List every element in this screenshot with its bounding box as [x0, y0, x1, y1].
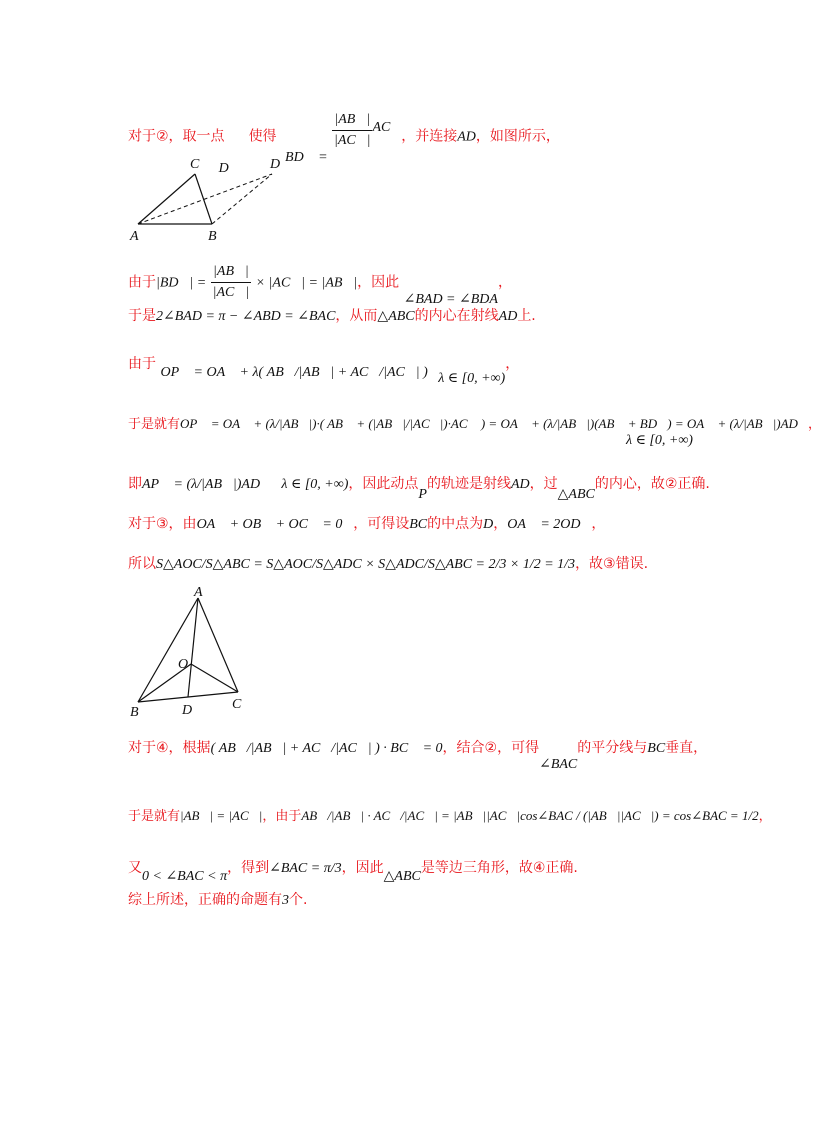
l7-pre: 对于③，由: [128, 516, 197, 532]
fig2-label-a: A: [194, 585, 203, 600]
l8-math: S△AOC/S△ABC = S△AOC/S△ADC × S△ADC/S△ABC = 2/3 × 1/2 = 1/3: [156, 557, 576, 572]
l10-post: ，: [758, 809, 772, 824]
l2-pre: 由于: [128, 274, 156, 291]
text-line-3: [128, 306, 536, 327]
l2-frac: $\frac{|AB⃗|}{|AC⃗|}$: [212, 264, 250, 300]
l9-math: ( AB⃗/|AB⃗| + AC⃗/|AC⃗| ) · BC⃗ = 0: [210, 741, 443, 756]
l9-angle: ∠BAC: [539, 757, 578, 772]
l3-ad: AD: [498, 309, 518, 324]
l11-mid: ，得到: [227, 860, 270, 876]
l3-math: 2∠BAD = π − ∠ABD = ∠BAC: [156, 309, 336, 324]
l3-pre: 于是: [128, 308, 156, 324]
l2-lhs: |BD⃗| =: [156, 275, 207, 291]
l6-p: P: [418, 487, 427, 502]
l3-mid: ，从而: [335, 308, 378, 324]
l6-math: AP⃗ = (λ/|AB⃗|)AD⃗: [142, 477, 271, 492]
text-line-4: [128, 354, 520, 386]
l5-pre: 于是就有: [128, 417, 181, 432]
l11-mid2: ，因此: [341, 860, 384, 876]
l6-mid: ，因此动点: [348, 476, 419, 492]
l9-pre: 对于④，根据: [128, 740, 211, 756]
l4-range: λ ∈ [0, +∞): [438, 371, 506, 386]
l9-mid: ，结合②，可得: [442, 740, 540, 756]
l6-tri: △ABC: [557, 487, 595, 502]
text-line-2: [128, 262, 512, 307]
l11-tri: △ABC: [383, 869, 421, 884]
l1-vec: AC⃗: [372, 119, 402, 135]
fig1-label-c: C: [190, 157, 200, 172]
l12-post: 个.: [289, 892, 308, 908]
l9-post: 垂直，: [665, 740, 708, 756]
l5-range: λ ∈ [0, +∞): [626, 433, 693, 448]
l9-mid2: 的平分线与: [577, 740, 648, 756]
l1-mid: 使得: [248, 128, 277, 145]
fig1-label-d: D: [270, 157, 281, 172]
l11-post: 是等边三角形，故④正确.: [420, 860, 578, 876]
l2-post: ，: [497, 274, 512, 291]
l7-d: D: [483, 517, 494, 532]
l10-pre: 于是就有: [128, 809, 181, 824]
l7-bc: BC: [409, 517, 428, 532]
fig2-label-o: O: [178, 657, 189, 672]
l1-lhs: BD⃗ =: [285, 149, 328, 165]
l5-math: OP⃗ = OA⃗ + (λ/|AB⃗|)·( AB⃗ + (|AB⃗|/|AC⃗|)·AC⃗ ) = OA⃗ + (λ/|AB⃗|)(AB⃗ + BD⃗) = OA⃗ + (λ/|AB⃗|)AD⃗: [180, 416, 809, 431]
l1-post2: ，如图所示，: [475, 128, 560, 145]
fig2-label-b: B: [130, 705, 139, 720]
fig1-label-a: A: [130, 229, 139, 244]
text-line-11: [128, 858, 578, 884]
l4-math: OP⃗ = OA⃗ + λ( AB⃗/|AB⃗| + AC⃗/|AC⃗| ): [160, 365, 428, 380]
l8-pre: 所以: [128, 556, 156, 572]
figure-1-triangle: [128, 156, 288, 246]
l2-math: ∠BAD = ∠BDA: [403, 291, 498, 307]
l7-math: OA⃗ + OB⃗ + OC⃗ = 0⃗: [196, 517, 354, 532]
l1-pre: 对于②，取一点: [128, 128, 225, 145]
l11-math: 0 < ∠BAC < π: [142, 869, 228, 884]
l8-post: ，故③错误.: [575, 556, 649, 572]
text-line-10: [128, 806, 772, 827]
text-line-7: 对于③，由OA⃗ + OB⃗ + OC⃗ = 0⃗，可得设BC的中点为D，OA⃗ = 2OD⃗，: [128, 516, 606, 532]
l7-math2: OA⃗ = 2OD⃗: [507, 517, 592, 532]
fig1-label-b: B: [208, 229, 217, 244]
l6-mid3: ，过: [529, 476, 558, 492]
l2-rhs: × |AC⃗| = |AB⃗|: [255, 275, 358, 291]
l1-post: ，并连接: [401, 128, 458, 145]
l11-pre: 又: [128, 860, 142, 876]
text-line-1: [128, 112, 560, 176]
l10-math: |AB⃗| = |AC⃗|: [180, 808, 263, 823]
l10-mid: ，由于: [262, 809, 302, 824]
text-line-8: [128, 554, 648, 575]
l3-post: 的内心在射线: [414, 308, 499, 324]
l1-frac: $\frac{|AB⃗|}{|AC⃗|}$: [333, 112, 371, 148]
l4-post: ，: [505, 356, 520, 372]
text-line-5: [128, 414, 821, 435]
fig2-label-c: C: [232, 697, 242, 712]
fig2-label-d: D: [182, 703, 193, 718]
l10-math2: AB⃗/|AB⃗| · AC⃗/|AC⃗| = |AB⃗||AC⃗|cos∠BAC / (|AB⃗||AC⃗|) = cos∠BAC = 1/2: [301, 808, 759, 823]
text-line-9: [128, 738, 708, 772]
l3-tri: △ABC: [377, 309, 415, 324]
l6-pre: 即: [128, 476, 142, 492]
l4-pre: 由于: [128, 356, 156, 372]
l5-post: ，: [808, 417, 821, 432]
l11-math2: ∠BAC = π/3: [269, 861, 342, 876]
l9-bc: BC: [647, 741, 666, 756]
l6-range: λ ∈ [0, +∞): [281, 477, 349, 492]
l12-num: 3: [282, 893, 289, 908]
l1-var-d: D: [218, 160, 229, 176]
l6-ad: AD: [510, 477, 530, 492]
l7-post: ，: [493, 516, 508, 532]
l12-pre: 综上所述，正确的命题有: [128, 892, 282, 908]
text-line-5-range: [626, 430, 693, 451]
l6-post: 的内心，故②正确.: [594, 476, 710, 492]
l7-mid: ，可得设: [353, 516, 410, 532]
l7-mid2: 的中点为: [427, 516, 484, 532]
text-line-6: [128, 474, 710, 502]
l6-mid2: 的轨迹是射线: [426, 476, 511, 492]
l3-post2: 上.: [517, 308, 536, 324]
l2-mid: ，因此: [357, 274, 400, 291]
text-line-12: [128, 890, 307, 911]
l1-ad: AD: [457, 129, 476, 145]
figure-2-triangle: [128, 584, 258, 720]
